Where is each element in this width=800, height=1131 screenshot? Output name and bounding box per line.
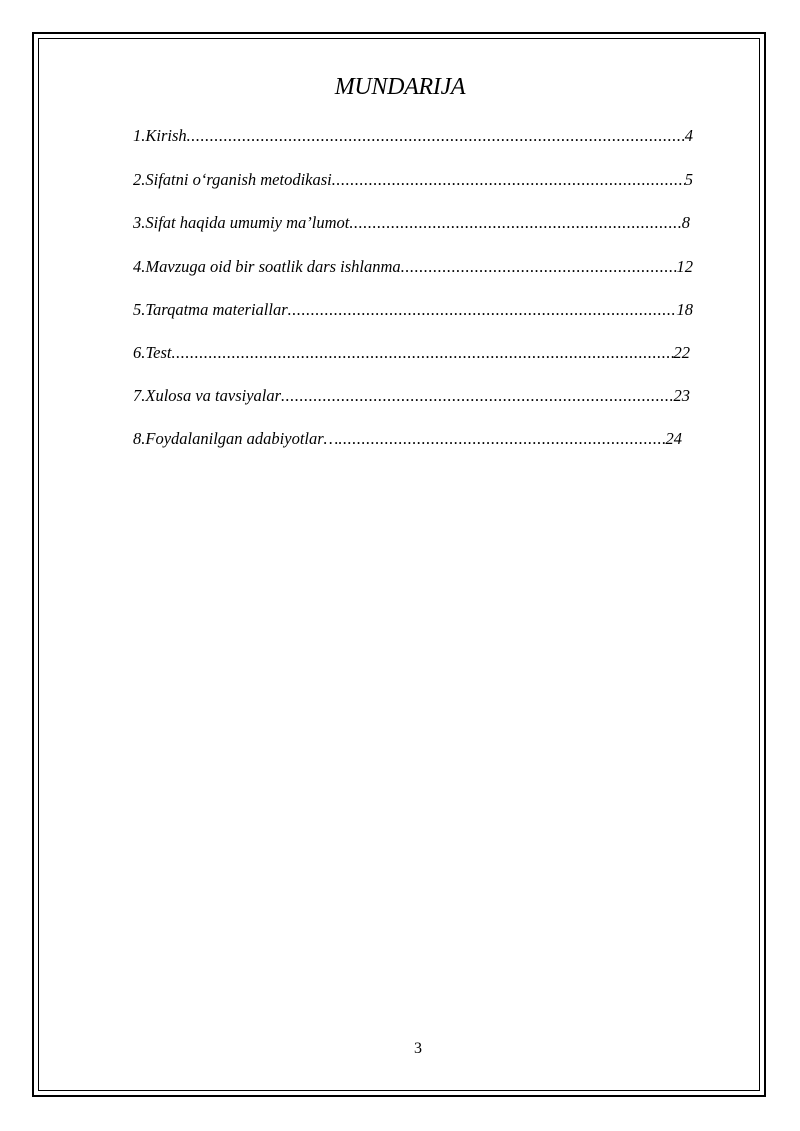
toc-entry-label: Sifatni o‘rganish metodikasi bbox=[145, 170, 332, 189]
toc-entry[interactable] bbox=[133, 256, 693, 278]
toc-entry-page: 23 bbox=[673, 386, 690, 405]
toc-entry-label: Mavzuga oid bir soatlik dars ishlanma bbox=[145, 257, 401, 276]
toc-entry-number: 2. bbox=[133, 170, 146, 189]
toc-entry-number: 7. bbox=[133, 386, 146, 405]
toc-entry-label: Kirish bbox=[145, 126, 187, 145]
page-border-inner bbox=[38, 38, 760, 1091]
toc-entry[interactable] bbox=[133, 212, 690, 234]
toc-entry-label: Xulosa va tavsiyalar bbox=[145, 386, 282, 405]
document-title: MUNDARIJA bbox=[334, 74, 466, 100]
toc-dot-leader bbox=[187, 125, 685, 147]
toc-entry-page: 5 bbox=[684, 170, 693, 189]
toc-entry-page: 8 bbox=[681, 213, 690, 232]
toc-entry-page: 18 bbox=[676, 300, 693, 319]
toc-entry-label: Tarqatma materiallar bbox=[145, 300, 288, 319]
toc-entry-label: Sifat haqida umumiy ma’lumot bbox=[145, 213, 350, 232]
toc-entry-page: 4 bbox=[684, 126, 693, 145]
toc-entry[interactable] bbox=[133, 428, 682, 450]
toc-entry[interactable] bbox=[133, 125, 693, 147]
toc-dot-leader bbox=[281, 385, 673, 407]
toc-entry[interactable] bbox=[133, 169, 693, 191]
toc-entry-number: 4. bbox=[133, 257, 146, 276]
toc-entry[interactable] bbox=[133, 385, 690, 407]
toc-dot-leader bbox=[349, 212, 681, 234]
toc-entry-number: 8. bbox=[133, 429, 146, 448]
toc-entry-number: 1. bbox=[133, 126, 146, 145]
toc-entry-number: 6. bbox=[133, 343, 146, 362]
toc-entry[interactable] bbox=[133, 299, 693, 321]
toc-entry-page: 12 bbox=[676, 257, 693, 276]
page-number: 3 bbox=[414, 1040, 422, 1057]
toc-entry-number: 5. bbox=[133, 300, 146, 319]
toc-entry-page: 24 bbox=[665, 429, 682, 448]
toc-entry-label: Foydalanilgan adabiyotlar… bbox=[145, 429, 339, 448]
toc-dot-leader bbox=[332, 169, 685, 191]
toc-entry[interactable] bbox=[133, 342, 690, 364]
toc-entry-label: Test bbox=[145, 343, 172, 362]
toc-dot-leader bbox=[288, 299, 677, 321]
toc-entry-number: 3. bbox=[133, 213, 146, 232]
toc-dot-leader bbox=[171, 342, 673, 364]
toc-entry-page: 22 bbox=[673, 343, 690, 362]
toc-dot-leader bbox=[401, 256, 677, 278]
toc-dot-leader bbox=[338, 428, 665, 450]
